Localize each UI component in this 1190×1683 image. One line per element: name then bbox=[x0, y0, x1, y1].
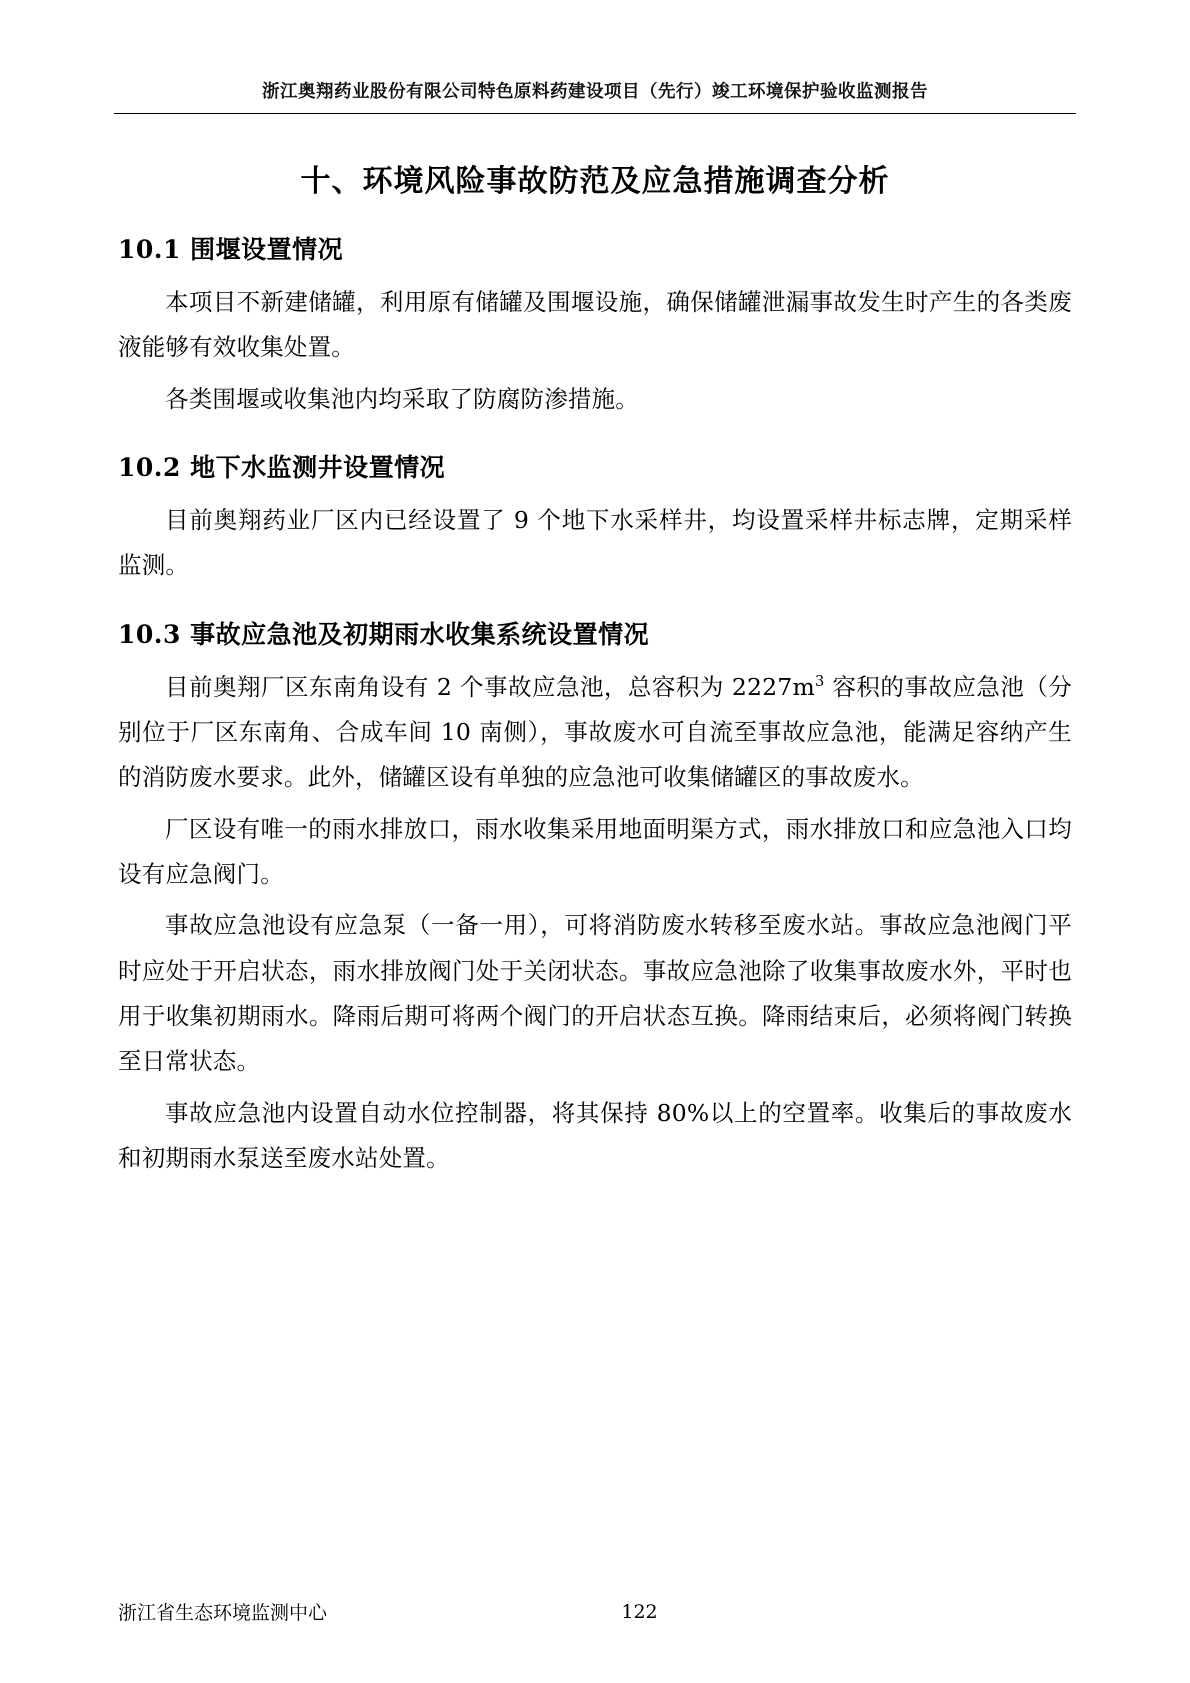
page-title: 十、环境风险事故防范及应急措施调查分析 bbox=[300, 164, 890, 199]
paragraph-10-1-2: 各类围堰或收集池内均采取了防腐防渗措施。 bbox=[165, 384, 639, 413]
page-header bbox=[118, 78, 1072, 113]
footer-page-number: 122 bbox=[621, 1600, 658, 1623]
header-divider bbox=[114, 113, 1076, 114]
running-title: 浙江奥翔药业股份有限公司特色原料药建设项目（先行）竣工环境保护验收监测报告 bbox=[262, 82, 928, 102]
paragraph-10-3-4: 事故应急池内设置自动水位控制器，将其保持 80%以上的空置率。收集后的事故废水和初期雨水泵送至废水站处置。 bbox=[118, 1098, 1072, 1173]
section-heading-10-3: 10.3 事故应急池及初期雨水收集系统设置情况 bbox=[118, 619, 650, 649]
paragraph-10-1-1: 本项目不新建储罐，利用原有储罐及围堰设施，确保储罐泄漏事故发生时产生的各类废液能够有效收集处置。 bbox=[118, 288, 1072, 362]
section-heading-10-2: 10.2 地下水监测井设置情况 bbox=[118, 453, 446, 483]
section-heading-10-1: 10.1 围堰设置情况 bbox=[118, 235, 344, 264]
page-footer bbox=[118, 1598, 1072, 1625]
cubic-meter-exponent: 3 bbox=[814, 672, 825, 690]
paragraph-10-2-1: 目前奥翔药业厂区内已经设置了 9 个地下水采样井，均设置采样井标志牌，定期采样监测。 bbox=[118, 506, 1072, 580]
paragraph-10-3-2: 厂区设有唯一的雨水排放口，雨水收集采用地面明渠方式，雨水排放口和应急池入口均设有应急阀门。 bbox=[118, 814, 1072, 889]
paragraph-10-3-1: 目前奥翔厂区东南角设有 2 个事故应急池，总容积为 $2227m^3$ 容积的事故应急池（分别位于厂区东南角、合成车间 10 南侧），事故废水可自流至事故应急池，能满足容纳产生的消防废水要求。此外，储罐区设有单独的应急池可收集储罐区的事故废水。 bbox=[118, 672, 1073, 792]
paragraph-10-3-3: 事故应急池设有应急泵（一备一用），可将消防废水转移至废水站。事故应急池阀门平时应处于开启状态，雨水排放阀门处于关闭状态。事故应急池除了收集事故废水外，平时也用于收集初期雨水。降雨后期可将两个阀门的开启状态互换。降雨结束后，必须将阀门转换至日常状态。 bbox=[118, 911, 1072, 1076]
footer-organization: 浙江省生态环境监测中心 bbox=[118, 1602, 328, 1624]
